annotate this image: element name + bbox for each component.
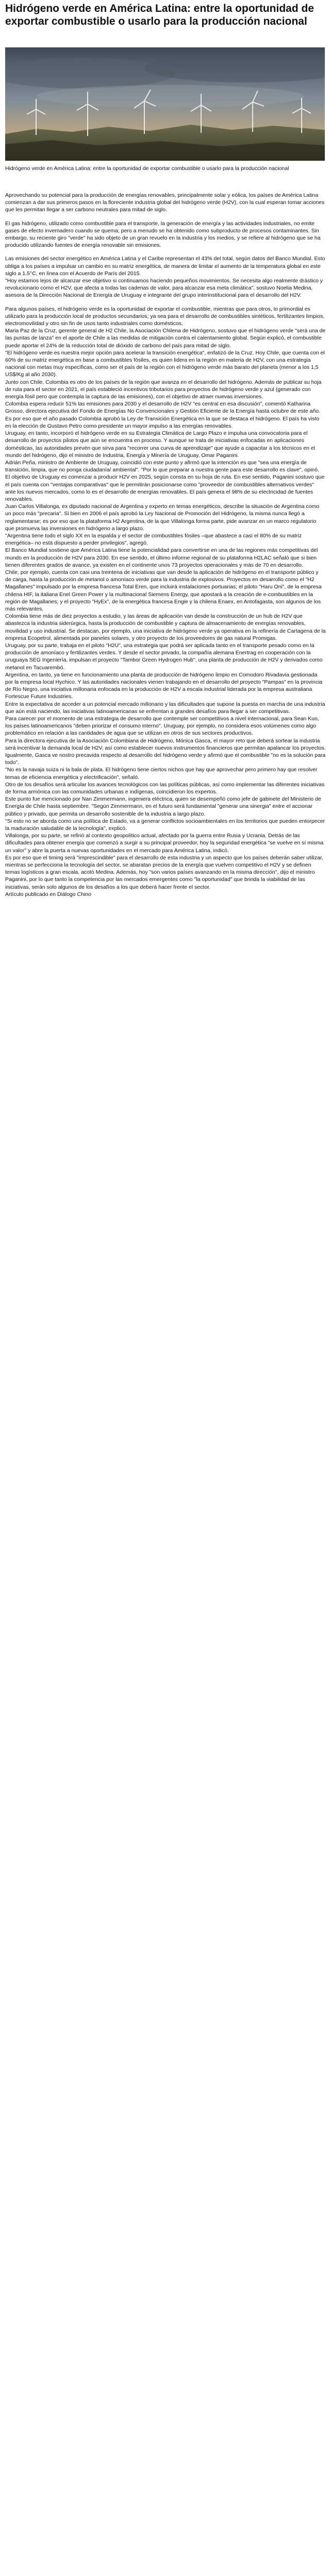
article-paragraph: Para algunos países, el hidrógeno verde es la oportunidad de exportar el combustible, mientras que para otros, lo primordial es utilizarlo para la producción local de productos secundarios; ya sea para el desarrollo de combustibles sintéticos, fertilizantes limpios, electromovilidad y otro sin fin de usos tanto industriales como domésticos. Maria Paz de la Cruz, gerente general de H2 Chile, la Asociación Chilena de Hidrógeno, sostuvo que el hidrógeno verde "será una de las puntas de lanza" en el aporte de Chile a las medidas de mitigación contra el calentamiento global. Según explicó, el combustible puede aportar el 24% de la reducción total de dióxido de carbono del país para mitad de siglo. "El hidrógeno verde es nuestra mejor opción para acelerar la transición energética", enfatizó de la Cruz. Hoy Chile, que cuenta con el 60% de su matriz energética en base a combustibles fósiles, es quien lidera en la región en materia de H2V, con una estrategia nacional con metas muy específicas, como ser el país de la región con el hidrógeno verde más barato del planeta (menor a los 1,5 US$/Kg al año 2030). Junto con Chile, Colombia es otro de los países de la región que avanza en el desarrollo del hidrógeno. Además de publicar su hoja de ruta para el sector en 2021, el país estableció incentivos tributarios para proyectos de hidrógeno verde y azul (generado con energía fósil pero que contempla la captura de las emisiones), con el objetivo de atraer nuevas inversiones. Colombia espera reducir 51% las emisiones para 2030 y el desarrollo de H2V "es central en esa discusión", comentó Katharina Grosso, directora ejecutiva del Fondo de Energías No Convencionales y Gestión Eficiente de la Energía hasta octubre de este año. Es por eso que el año pasado Colombia aprobó la Ley de Transición Energética en la que se destaca el hidrógeno. El país ha visto en la elección de Gustavo Petro como presidente un mayor impulso a las energías renovables. Uruguay, en tanto, incorporó el hidrógeno verde en su Estrategia Climática de Largo Plazo e impulsa una convocatoria para el desarrollo de proyectos pilotos que aún se encuentra en proceso. Y aunque se trata de iniciativas enfocadas en aplicaciones domésticas, las autoridades prevén que sirva para "recorrer una curva de aprendizaje" que ayude a capacitar a los técnicos en el mundo del hidrógeno, dijo el ministro de Industria, Energía y Minería de Uruguay, Omar Paganini. Adrián Peña, ministro de Ambiente de Uruguay, coincidió con este punto y afirmó que la intención es que "sea una energía de transición, limpia, que no ponga ciudadanía/ ambiental". "Por lo que preparar a nuestra gente para este desarrollo es clave", opinó. El objetivo de Uruguay es comenzar a producir H2V en 2025, según consta en su hoja de ruta. En ese sentido, Paganini sostuvo que el país cuenta con "ventajas comparativas" que le permitirán posicionarse como "proveedor de combustibles alternativos verdes" ante los nuevos mercados, como lo es el desarrollo de energías renovables. El país genera el 98% de su electricidad de fuentes renovables. Juan Carlos Villalonga, ex diputado nacional de Argentina y experto en temas energéticos, describe la situación de Argentina como un poco más "precaria". Si bien en 2006 el país aprobó la Ley Nacional de Promoción del Hidrógeno, la misma nunca llegó a reglamentarse; es por eso que la plataforma H2 Argentina, de la que Villalonga forma parte, pide avanzar en un marco regulatorio que promueva las inversiones en hidrógeno a largo plazo. "Argentina tiene todo el siglo XX en la espalda y el sector de combustibles fósiles –que abastece a casi el 80% de su matriz energética– no está dispuesto a perder privilegios", agregó. El Banco Mundial sostiene que América Latina tiene la potencialidad para convertirse en una de las regiones más competitivas del mundo en la producción de H2V para 2030. En ese sentido, el último informe regional de su plataforma H2LAC señaló que si bien tienen diferentes grados de avance, ya existen en el continente unos 73 proyectos operacionales y más de 70 en desarrollo. Chile, por ejemplo, cuenta con casi una treintena de iniciativas que van desde la aplicación de hidrógeno en el transporte público y de carga, hasta la producción de metanol o amoníaco verde para la industria de explosivos. Proyectos en desarrollo como el "H2 Magallanes" impulsado por la empresa francesa Total Eren, que incluirá instalaciones portuarias; el piloto "Haru Oni", de la empresa chilena HIF, la italiana Enel Green Power y la multinacional Siemens Energy, que apostará a la creación de e-combustibles en la región de Magallanes; y el proyecto "HyEx", de la energética francesa Engie y la chilena Enaex, en Antofagasta, son algunos de los más relevantes. Colombia tiene más de diez proyectos a estudio, y las áreas de aplicación van desde la construcción de un hub de H2V que abastezca la industria siderúrgica, hasta la producción de combustible y captura de almacenamiento de energías renovables, movilidad y uso industrial. Se destacan, por ejemplo, una iniciativa de hidrógeno verde ya operativa en la refinería de Cartagena de la empresa Ecopetrol, alimentada por paneles solares, y otro proyecto de los proveedores de gas natural Promigas. Uruguay, por su parte, trabaja en el piloto "H2U", una estrategia que podrá ser aplicada tanto en el transporte pesado como en la producción de amoníaco y fertilizantes verdes. Y desde el sector privado, la compañía alemana Enertrag en cooperación con la uruguaya SEG Ingeniería, impulsan el proyecto "Tambor Green Hydrogen Hub", una planta de producción de H2V y derivados como metanol en Tacuarembó. Argentina, en tanto, ya tiene en funcionamiento una planta de producción de hidrógeno limpio en Comodoro Rivadavia gestionada por la empresa local Hychico. Y las autoridades nacionales vienen trabajando en el desarrollo del proyecto "Pampas" en la provincia de Río Negro, una iniciativa millonaria enfocada en la producción de H2V a escala industrial liderada por la empresa australiana Fortescue Future Industries. Entre la expectativa de acceder a un potencial mercado millonario y las dificultades que supone la puesta en marcha de una industria que aún está naciendo, las iniciativas latinoamericanas se enfrentan a grandes desafíos para llegar a ser competitivas. Para carecer por el momento de una estrategia de desarrollo que contemple ser competitivos a nivel internacional, para Sean Kuo, los países latinoamericanos "deben priorizar el consumo interno". Uruguay, por ejemplo, no considera esos volúmenes como algo problemático en relación a las cantidades de agua que se utilizan en otros de sus sectores productivos. Para la directora ejecutiva de la Asociación Colombiana de Hidrógeno, Mónica Gasca, el mayor reto que deberá sortear la industria será incentivar la demanda local de H2V, así como establecer nuevos instrumentos financieros que permitan apalancar los proyectos. Igualmente, Gasca ve nostro precavida respecto al desarrollo del hidrógeno verde y afirmó que el combustible "no es la solución para todo". "No es la navaja suiza ni la bala de plata. El hidrógeno tiene ciertos nichos que hay que aprovechar pero primero hay que resolver temas de eficiencia energética y electrificación", señaló. Otro de los desafíos será articular los avances tecnológicos con las políticas públicas, así como implementar las diferentes iniciativas de forma armónica con las comunidades urbanas e indígenas, coincidieron los expertos. Este punto fue mencionado por Nan Zimmermann, ingeniera eléctrica, quien se desempeñó como jefe de gabinete del Ministerio de Energía de Chile hasta septiembre. "Según Zimmermann, en el futuro será fundamental "generar una sinergia" entre el accionar público y privado, que permita un desarrollo sostenible de la industria a largo plazo. "Si esto no se aborda como una política de Estado, va a generar conflictos socioambientales en los territorios que pueden entorpecer la maduración saludable de la tecnología", explicó. Villalonga, por su parte, se refirió al contexto geopolítico actual, afectado por la guerra entre Rusia y Ucrania. Detrás de las dificultades para obtener energía que comenzó a surgir a su principal proveedor, hoy la seguridad energética "se vuelve en sí misma un valor" y abre la puerta a nuevas oportunidades en el mercado para América Latina, indicó. Es por eso que el timing será "imprescindible" para el desarrollo de esta industria y un aspecto que los países deberán saber utilizar, mientras se perfecciona la tecnología del sector, se abaratan precios de la energía que vuelven competitivo el H2V y se definen temas logísticos a gran escala, acotó Medina. Además, hoy "son varios países avanzando en la misma dirección", dijo el ministro Paganini, por lo que tanto la competencia por las mercados emergentes como "la oportunidad" que brinda la viabilidad de las iniciativas, serán solo algunos de los desafíos a los que deberá hacer frente el sector. Artículo publicado en Diálogo Chino [5,306,326,897]
article-paragraph: Las emisiones del sector energético en América Latina y el Caribe representan el 43% del total, según datos del Banco Mundial. Esto obliga a los países a impulsar un cambio en su matriz energética, de manera de limitar el aumento de la temperatura global en este siglo a 1.5°C, en línea con el Acuerdo de París del 2015. "Hoy estamos lejos de alcanzar ese objetivo si continuamos haciendo pequeños movimientos. Se necesita algo realmente drástico y revolucionario como el H2V, que afecta a todas las cadenas de valor, para alcanzar esa meta climática", sostuvo Noelia Medina, asesora de la Dirección Nacional de Energía de Uruguay e integrante del grupo interinstitucional para el desarrollo del H2V. [5,256,325,299]
article-paragraph: El gas hidrógeno, utilizado como combustible para el transporte, la generación de energía y las actividades industriales, no emite gases de efecto invernadero cuando se quema; pero a menudo se ha obtenido como subproducto de procesos contaminantes. Sin embargo, su reciente giro "verde" ha sido objeto de un gran revuelo en la industria y los medios, y se refiere al hidrógeno que se ha producido utilizando fuentes de energía renovable sin emisiones. [5,220,321,249]
article-headline: Hidrógeno verde en América Latina: entre la oportunidad de exportar combustible o usarlo para la producción nacional [5,3,314,27]
article-page [0,0,331,898]
article-paragraph: Aprovechando su potencial para la producción de energías renovables, principalmente solar y eólica, los países de América Latina comienzan a dar sus primeros pasos en la floreciente industria global del hidrógeno verde (H2V), con la cual esperan tomar acciones que les permitan llegar a ser carbono neutrales para mitad de siglo. [5,192,325,213]
article-body [5,192,326,898]
hero-image-wind-turbines [5,47,325,161]
wind-farm-illustration [5,47,325,161]
image-caption: Hidrógeno verde en América Latina: entre la oportunidad de exportar combustible o usarlo para la producción nacional [5,165,289,172]
